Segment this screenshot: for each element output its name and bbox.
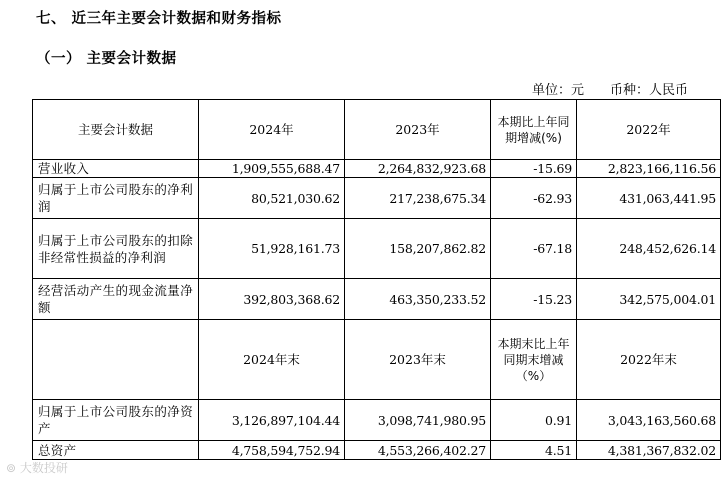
- row-label: 归属于上市公司股东的净利润: [33, 178, 199, 219]
- cell-2023: 3,098,741,980.95: [345, 400, 491, 441]
- cell-change: -15.23: [491, 279, 577, 320]
- unit-currency-note: [528, 79, 688, 98]
- watermark-text: 大数投研: [19, 461, 68, 475]
- cell-2022: 342,575,004.01: [577, 279, 721, 320]
- header-col-2023: 2023年: [345, 100, 491, 160]
- cell-change: 4.51: [491, 441, 577, 460]
- unit-label: 单位：元: [531, 83, 584, 98]
- subheader-col-item: [33, 320, 199, 400]
- currency-label: 币种：人民币: [609, 83, 688, 98]
- table-subheader-row: [33, 320, 721, 400]
- watermark-icon: ⊚: [6, 461, 17, 475]
- cell-2022: 248,452,626.14: [577, 219, 721, 279]
- table-row: [33, 219, 721, 279]
- row-label: 归属于上市公司股东的扣除非经常性损益的净利润: [33, 219, 199, 279]
- accounting-data-table: [32, 99, 721, 460]
- subheader-col-2023: 2023年末: [345, 320, 491, 400]
- subheader-col-2024: 2024年末: [199, 320, 345, 400]
- table-header-row: [33, 100, 721, 160]
- cell-2023: 158,207,862.82: [345, 219, 491, 279]
- cell-2024: 80,521,030.62: [199, 178, 345, 219]
- table-row: [33, 160, 721, 178]
- watermark-logo: [6, 459, 68, 476]
- section-title: 七、 近三年主要会计数据和财务指标: [36, 11, 282, 27]
- cell-2023: 463,350,233.52: [345, 279, 491, 320]
- table-row: [33, 400, 721, 441]
- header-col-2024: 2024年: [199, 100, 345, 160]
- subheader-col-change: 本期末比上年同期末增减（%）: [491, 320, 577, 400]
- table-row: [33, 441, 721, 460]
- cell-2024: 3,126,897,104.44: [199, 400, 345, 441]
- subsection-title: （一） 主要会计数据: [36, 51, 177, 67]
- cell-2022: 3,043,163,560.68: [577, 400, 721, 441]
- cell-2023: 217,238,675.34: [345, 178, 491, 219]
- row-label: 归属于上市公司股东的净资产: [33, 400, 199, 441]
- cell-2023: 2,264,832,923.68: [345, 160, 491, 178]
- cell-2022: 431,063,441.95: [577, 178, 721, 219]
- cell-change: -62.93: [491, 178, 577, 219]
- subheader-col-2022: 2022年末: [577, 320, 721, 400]
- cell-change: 0.91: [491, 400, 577, 441]
- cell-change: -15.69: [491, 160, 577, 178]
- cell-2024: 1,909,555,688.47: [199, 160, 345, 178]
- row-label: 总资产: [33, 441, 199, 460]
- cell-2024: 51,928,161.73: [199, 219, 345, 279]
- cell-2023: 4,553,266,402.27: [345, 441, 491, 460]
- table-row: [33, 178, 721, 219]
- header-col-change: 本期比上年同期增减(%): [491, 100, 577, 160]
- cell-change: -67.18: [491, 219, 577, 279]
- cell-2022: 4,381,367,832.02: [577, 441, 721, 460]
- cell-2024: 392,803,368.62: [199, 279, 345, 320]
- row-label: 营业收入: [33, 160, 199, 178]
- cell-2024: 4,758,594,752.94: [199, 441, 345, 460]
- row-label: 经营活动产生的现金流量净额: [33, 279, 199, 320]
- header-col-2022: 2022年: [577, 100, 721, 160]
- table-row: [33, 279, 721, 320]
- cell-2022: 2,823,166,116.56: [577, 160, 721, 178]
- header-col-item: 主要会计数据: [33, 100, 199, 160]
